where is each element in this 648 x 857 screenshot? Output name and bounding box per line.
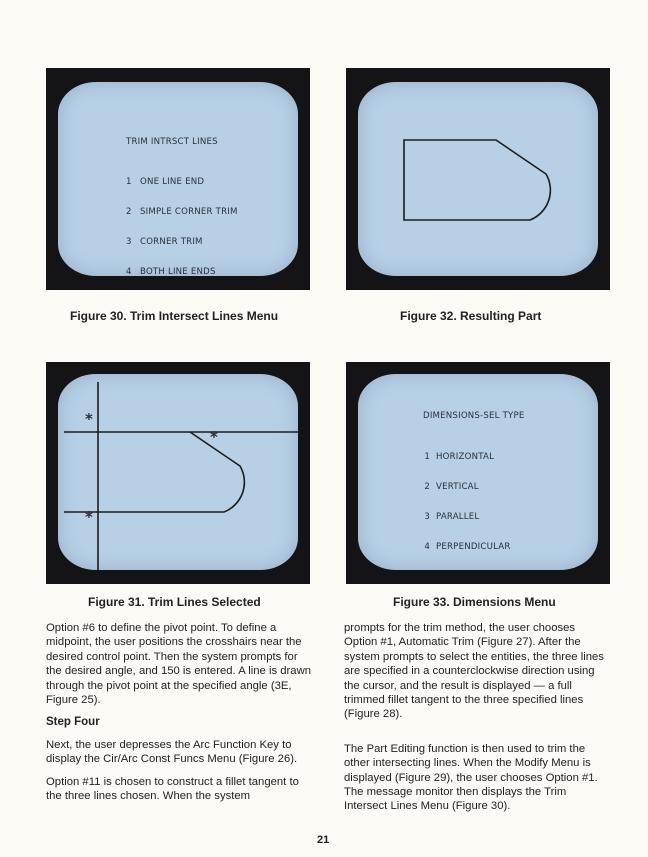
trim-menu-options <box>126 157 238 276</box>
figure-32-monitor <box>346 68 610 290</box>
page-number: 21 <box>317 834 330 846</box>
figure-32-screen <box>358 82 598 276</box>
figure-33-screen <box>358 374 598 570</box>
figure-33-monitor <box>346 362 610 584</box>
dimensions-menu-title: DIMENSIONS-SEL TYPE <box>423 411 525 421</box>
menu-option: 3 CORNER TRIM <box>126 237 203 247</box>
figure-33-caption: Figure 33. Dimensions Menu <box>393 595 556 609</box>
paragraph: Next, the user depresses the Arc Function Key to display the Cir/Arc Const Funcs Menu (Figure 26). <box>46 739 298 766</box>
trim-lines-drawing <box>58 374 298 570</box>
figure-30-screen <box>58 82 298 276</box>
right-column-text <box>344 621 610 822</box>
figure-32-caption: Figure 32. Resulting Part <box>400 309 542 323</box>
figure-30-monitor <box>46 68 310 290</box>
paragraph: Option #11 is chosen to construct a fillet tangent to the three lines chosen. When the system <box>46 775 299 803</box>
menu-option: 4 BOTH LINE ENDS <box>126 267 216 276</box>
menu-option: 2 VERTICAL <box>424 482 479 492</box>
menu-option: 2 SIMPLE CORNER TRIM <box>126 207 238 217</box>
figure-31-caption: Figure 31. Trim Lines Selected <box>88 595 261 609</box>
menu-option: 1 HORIZONTAL <box>424 452 495 462</box>
selection-marker: * <box>85 410 94 428</box>
trim-menu-title: TRIM INTRSCT LINES <box>126 137 218 147</box>
paragraph: The Part Editing function is then used to trim the other intersecting lines. When the Modify Menu is displayed (Figure 29), the user chooses Option #1. The message monitor then displays the Trim Intersect Lines Menu (Figure 30). <box>344 742 598 813</box>
step-four-heading: Step Four <box>46 716 100 728</box>
dimensions-menu-options <box>416 432 535 570</box>
paragraph: prompts for the trim method, the user chooses Option #1, Automatic Trim (Figure 27). After the system prompts to select the entities, the three lines are specified in a counterclockwise direction using the cursor, and the result is displayed — a full trimmed fillet tangent to the three specified lines (Figure 28). <box>344 622 604 721</box>
paragraph: Option #6 to define the pivot point. To define a midpoint, the user positions the crosshairs near the desired control point. Then the system prompts for the desired angle, and 150 is entered. A line is drawn through the pivot point at the specified angle (3E, Figure 25). <box>46 622 312 707</box>
selection-marker: * <box>210 428 219 446</box>
menu-option: 3 PARALLEL <box>424 512 480 522</box>
left-column-text-lower <box>46 738 312 812</box>
left-column-text <box>46 621 312 715</box>
figure-31-screen <box>58 374 298 570</box>
menu-option: 1 ONE LINE END <box>126 177 205 187</box>
menu-option: 4 PERPENDICULAR <box>424 542 511 552</box>
resulting-part-drawing <box>358 82 598 276</box>
selection-marker: * <box>85 508 94 526</box>
figure-31-monitor <box>46 362 310 584</box>
figure-30-caption: Figure 30. Trim Intersect Lines Menu <box>70 309 279 323</box>
